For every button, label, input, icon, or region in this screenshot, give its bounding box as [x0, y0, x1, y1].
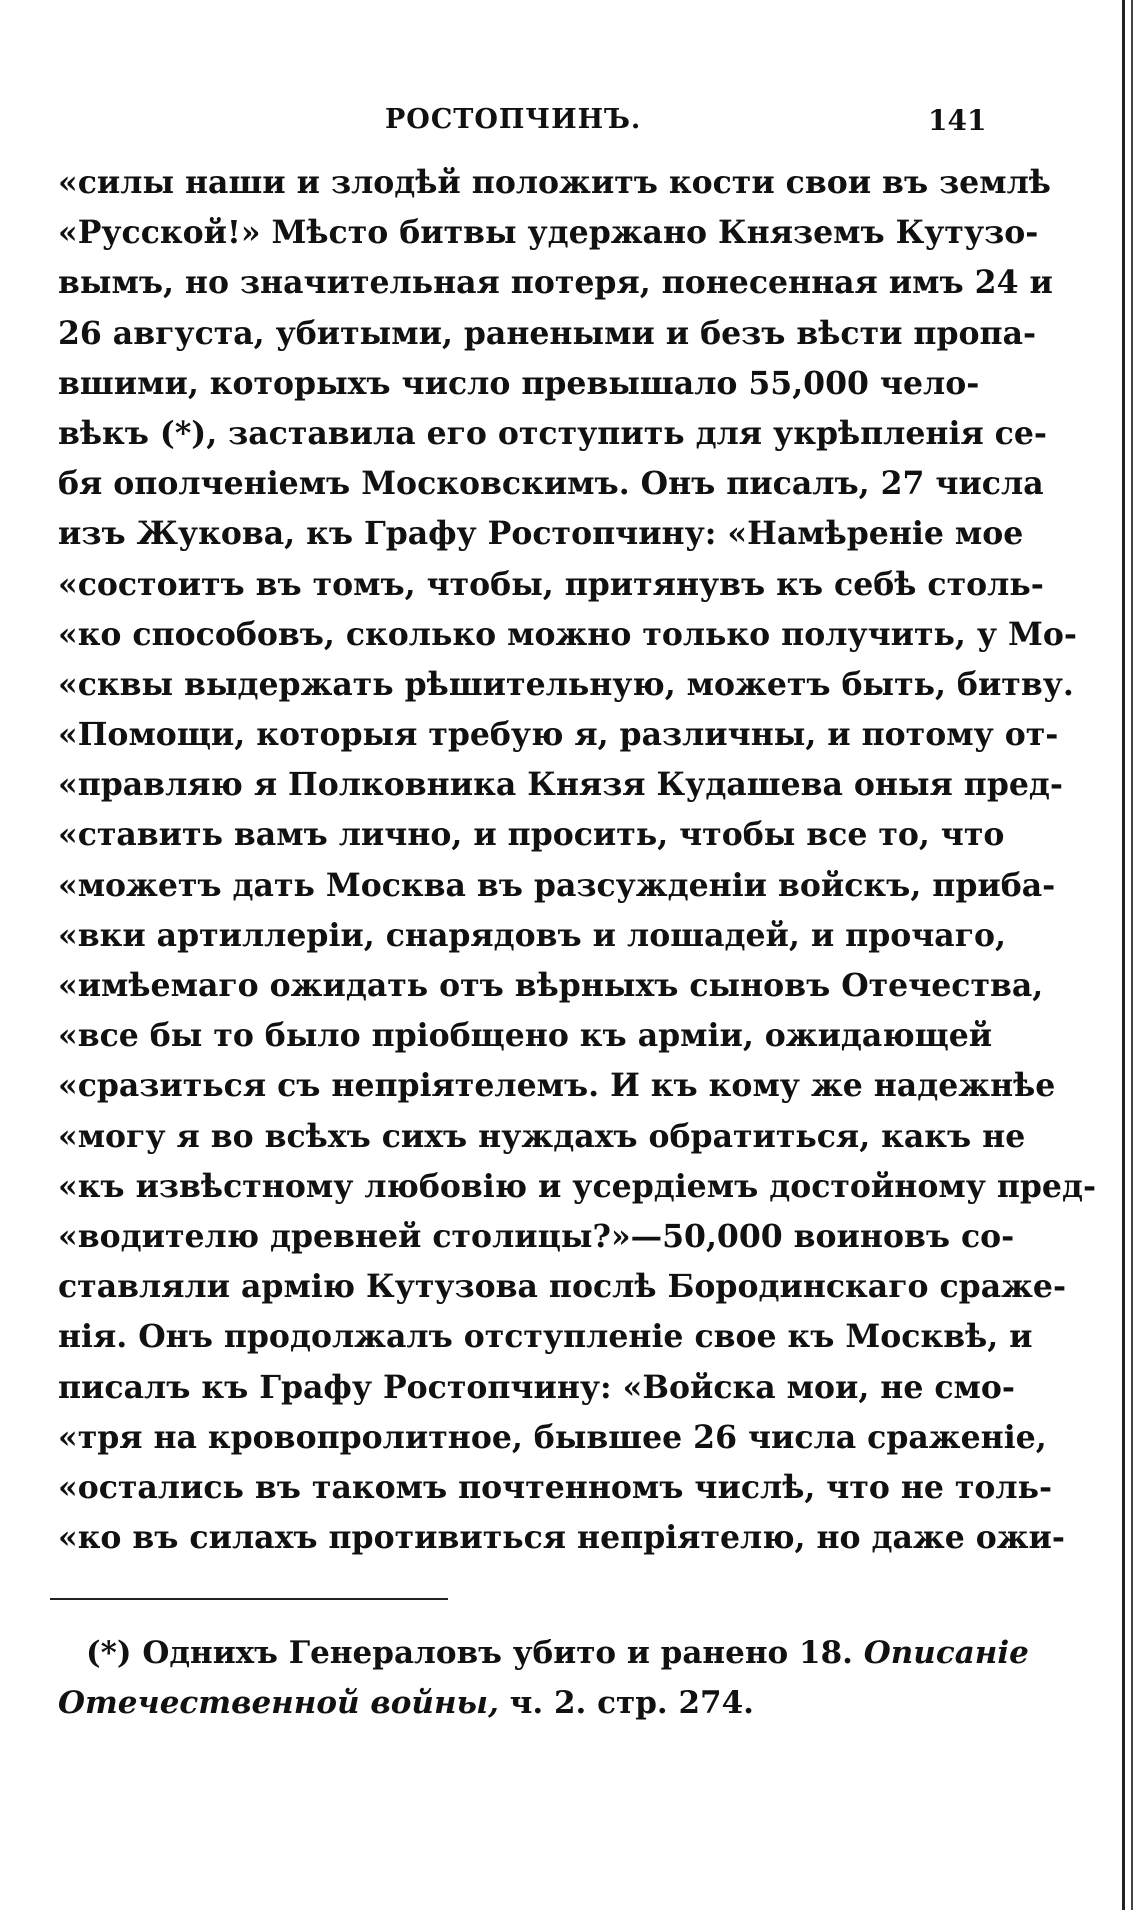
text-line: «водителю древней столицы?»—50,000 воиновъ со- — [58, 1217, 1015, 1255]
text-line: «имѣемаго ожидать отъ вѣрныхъ сыновъ Отечества, — [58, 967, 1044, 1004]
footnote-citation-ref: ч. 2. стр. 274. — [498, 1685, 754, 1721]
text-line: 26 августа, убитыми, ранеными и безъ вѣсти пропа- — [58, 314, 1037, 352]
text-line: «состоитъ въ томъ, чтобы, притянувъ къ себѣ столь- — [58, 565, 1044, 603]
page-edge-line — [1122, 0, 1125, 1910]
text-line: «ко въ силахъ противиться непріятелю, но даже ожи- — [58, 1519, 1065, 1557]
text-line: писалъ къ Графу Ростопчину: «Войска мои, не смо- — [58, 1368, 1015, 1406]
text-line: нія. Онъ продолжалъ отступленіе свое къ Москвѣ, и — [58, 1318, 1033, 1356]
footnote-line — [58, 1628, 1029, 1678]
text-line: вшими, которыхъ число превышало 55,000 чело- — [58, 364, 980, 402]
running-head — [60, 104, 987, 144]
running-title: РОСТОПЧИНЪ. — [385, 104, 642, 135]
footnote-line — [58, 1678, 964, 1728]
text-line: «ставить вамъ лично, и просить, чтобы все то, что — [58, 816, 1005, 854]
text-line: «Помощи, которыя требую я, различны, и потому от- — [58, 716, 1059, 754]
text-line: «ко способовъ, сколько можно только получить, у Мо- — [58, 615, 1077, 653]
text-line: бя ополченіемъ Московскимъ. Онъ писалъ, 27 числа — [58, 465, 1044, 503]
page-number: 141 — [928, 104, 987, 137]
text-line: «сразиться съ непріятелемъ. И къ кому же надежнѣе — [58, 1067, 1056, 1105]
text-line: «къ извѣстному любовію и усердіемъ достойному пред- — [58, 1167, 1097, 1205]
text-line: «правляю я Полковника Князя Кудашева оныя пред- — [58, 766, 1063, 804]
text-line: «сквы выдержать рѣшительную, можетъ быть, битву. — [58, 665, 1074, 703]
footnote-text: (*) Однихъ Генераловъ убито и ранено 18. — [86, 1635, 853, 1671]
text-line: вѣкъ (*), заставила его отступить для укрѣпленія се- — [58, 414, 1047, 452]
footnote — [58, 1628, 1029, 1728]
text-line: «силы наши и злодѣй положитъ кости свои въ землѣ — [58, 164, 1051, 201]
text-line: «можетъ дать Москва въ разсужденіи войскъ, приба- — [58, 866, 1056, 904]
text-line: «вки артиллеріи, снарядовъ и лошадей, и прочаго, — [58, 916, 1006, 954]
text-line: «Русской!» Мѣсто битвы удержано Княземъ Кутузо- — [58, 214, 1039, 252]
text-line: ставляли армію Кутузова послѣ Бородинскаго сраже- — [58, 1268, 1067, 1306]
text-line: «остались въ такомъ почтенномъ числѣ, что не толь- — [58, 1468, 1053, 1506]
body-text — [58, 158, 1097, 1563]
footnote-citation-title: Отечественной войны, — [58, 1685, 499, 1721]
text-line: «все бы то было пріобщено къ арміи, ожидающей — [58, 1017, 993, 1055]
text-line: изъ Жукова, къ Графу Ростопчину: «Намѣреніе мое — [58, 515, 1024, 553]
text-line: «могу я во всѣхъ сихъ нуждахъ обратиться, какъ не — [58, 1117, 1026, 1155]
footnote-rule — [50, 1598, 448, 1600]
text-line: «тря на кровопролитное, бывшее 26 числа сраженіе, — [58, 1418, 1047, 1456]
footnote-citation-title: Описаніе — [863, 1635, 1029, 1671]
text-line: вымъ, но значительная потеря, понесенная имъ 24 и — [58, 264, 1053, 302]
page-edge-line-outer — [1131, 0, 1133, 1910]
